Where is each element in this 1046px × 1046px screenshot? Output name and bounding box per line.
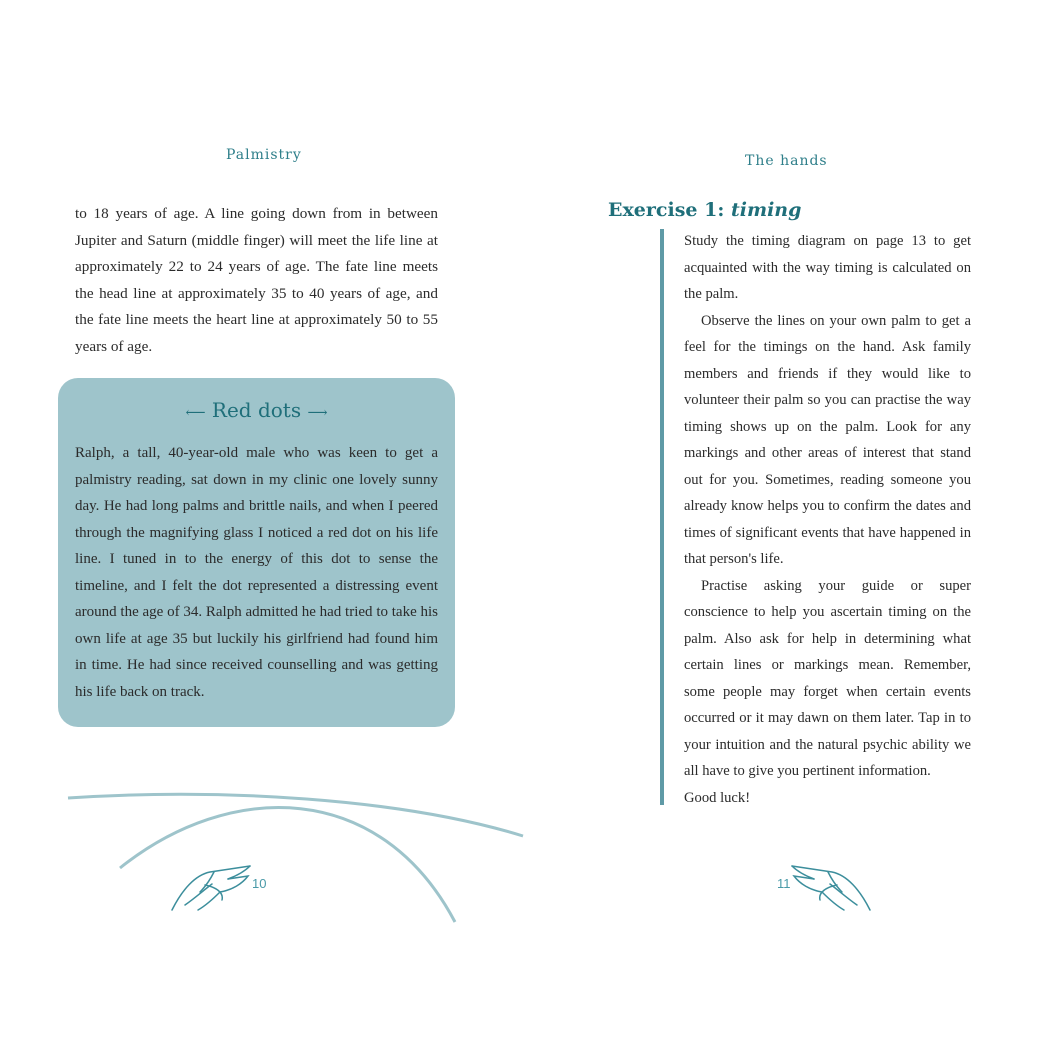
page-number-left: 10 xyxy=(252,876,267,891)
hand-outline-icon xyxy=(172,866,250,910)
callout-text: Ralph, a tall, 40-year-old male who was keen to get a palmistry reading, sat down in my clinic one lovely sunny day. He had long palms and brittle nails, and when I peered through the magnifying glass I noticed a red dot on his life line. I tuned in to the energy of this dot to sense the timeline, and I felt the dot represented a distressing event around the age of 34. Ralph admitted he had tried to take his own life at age 35 but luckily his girlfriend had found him in time. He had since received counselling and was getting his life back on track. xyxy=(75,445,438,700)
intro-paragraph: to 18 years of age. A line going down from in between Jupiter and Saturn (middle finger) will meet the life line at approximately 22 to 24 years of age. The fate line meets the head line at approximately 35 to 40 years of age, and the fate line meets the heart line at approximately 50 to 55 years of age. xyxy=(75,205,438,355)
exercise-title-prefix: Exercise 1: xyxy=(608,199,725,221)
running-head-left: Palmistry xyxy=(226,147,302,163)
callout-title-text: Red dots xyxy=(211,398,302,422)
running-head-right: The hands xyxy=(745,153,828,169)
right-flourish-icon: ⟶ xyxy=(307,405,328,421)
exercise-side-rule xyxy=(660,229,664,805)
exercise-paragraph: Study the timing diagram on page 13 to get acquainted with the way timing is calculated on the palm. xyxy=(684,233,971,302)
callout-title xyxy=(58,398,455,422)
exercise-title-emphasis: timing xyxy=(730,199,802,221)
exercise-closing-line: Good luck! xyxy=(684,789,751,806)
exercise-body xyxy=(684,228,971,811)
left-flourish-icon: ⟵ xyxy=(185,405,206,421)
hand-outline-icon xyxy=(792,866,870,910)
left-intro-paragraph xyxy=(75,201,438,360)
exercise-paragraph: Observe the lines on your own palm to get a feel for the timings on the hand. Ask family members and friends if they would like to volunteer their palm so you can practise the way timing shows up on the palm. Look for any markings and other areas of interest that stand out for you. Sometimes, reading someone you already know helps you to confirm the dates and times of significant events that have happened in that person's life. xyxy=(684,312,971,567)
exercise-title xyxy=(608,199,801,221)
page-number-right: 11 xyxy=(777,876,791,891)
red-dots-callout-box xyxy=(58,378,455,727)
exercise-paragraph: Practise asking your guide or super conscience to help you ascertain timing on the palm. Also ask for help in determining what certain lines or markings mean. Remember, some people may forget when certain events occurred or it may dawn on them later. Tap in to your intuition and the natural psychic ability we all have to give you pertinent information. xyxy=(684,577,971,779)
